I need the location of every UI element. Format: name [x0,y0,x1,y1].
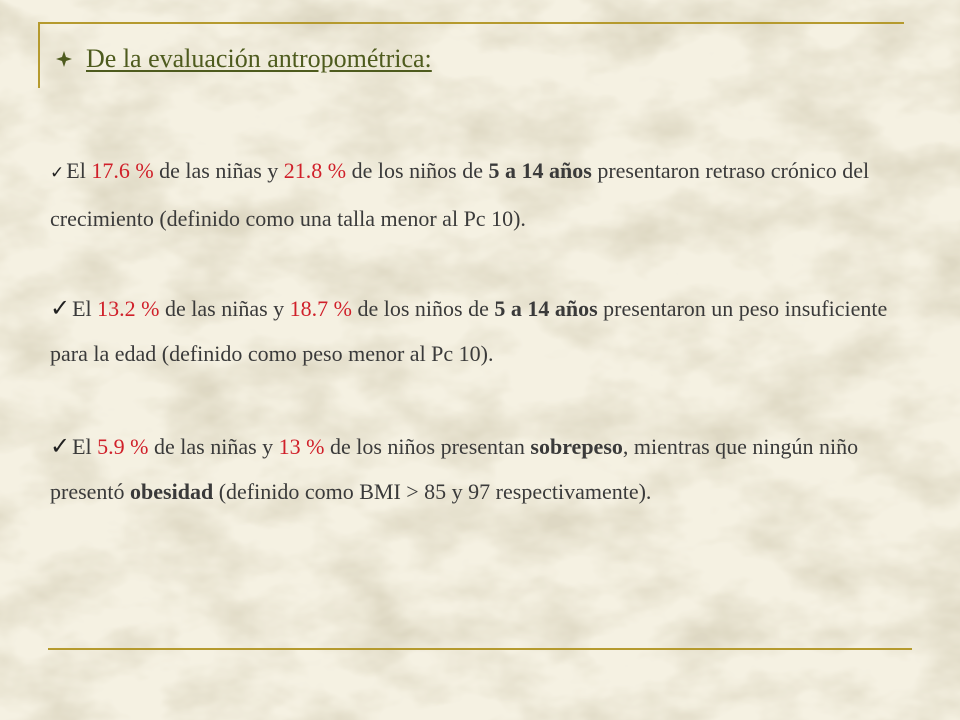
bullet-item-2 [50,286,910,376]
diamond-bullet-icon [56,51,72,67]
bullet-2-prefix: El [72,296,98,321]
bullet-3-value-girls: 5.9 % [97,434,149,459]
bullet-3-bold-2: obesidad [130,479,214,504]
bullet-1-text-a: de las niñas y [153,158,284,183]
bullet-2-text-b: de los niños de [351,296,495,321]
bullet-1-rest: presentaron retraso crónico del crecimiento (definido como una talla menor al Pc 10). [50,158,870,231]
bullet-2-rest: presentaron un peso insuficiente para la edad (definido como peso menor al Pc 10). [50,296,888,366]
bullet-3-bold: sobrepeso [530,434,623,459]
bullet-3-value-boys: 13 % [278,434,325,459]
bullet-3-text-a: de las niñas y [148,434,279,459]
bullet-item-1 [50,148,910,241]
left-rule [38,22,40,88]
bullet-3-prefix: El [72,434,98,459]
bullet-3-text-c: , mientras que ningún niño presentó [50,434,859,504]
title-row [56,44,432,74]
top-rule [38,22,904,24]
bullet-1-text-b: de los niños de [346,158,489,183]
bullet-3-rest: (definido como BMI > 85 y 97 respectivamente). [213,479,652,504]
bullet-2-bold: 5 a 14 años [494,296,598,321]
checkmark-icon: ✓ [50,163,65,183]
bullet-1-bold: 5 a 14 años [488,158,592,183]
bullet-1-value-girls: 17.6 % [91,158,154,183]
bottom-rule [48,648,912,650]
bullet-2-text-a: de las niñas y [159,296,290,321]
page-title: De la evaluación antropométrica: [86,44,432,73]
checkmark-icon: ✓ [50,432,71,460]
bullet-2-value-boys: 18.7 % [289,296,352,321]
bullet-1-value-boys: 21.8 % [283,158,347,183]
checkmark-icon: ✓ [50,294,71,322]
bullet-2-value-girls: 13.2 % [97,296,160,321]
bullet-3-text-b: de los niños presentan [324,434,531,459]
bullet-1-prefix: El [66,158,92,183]
bullet-item-3 [50,424,910,514]
